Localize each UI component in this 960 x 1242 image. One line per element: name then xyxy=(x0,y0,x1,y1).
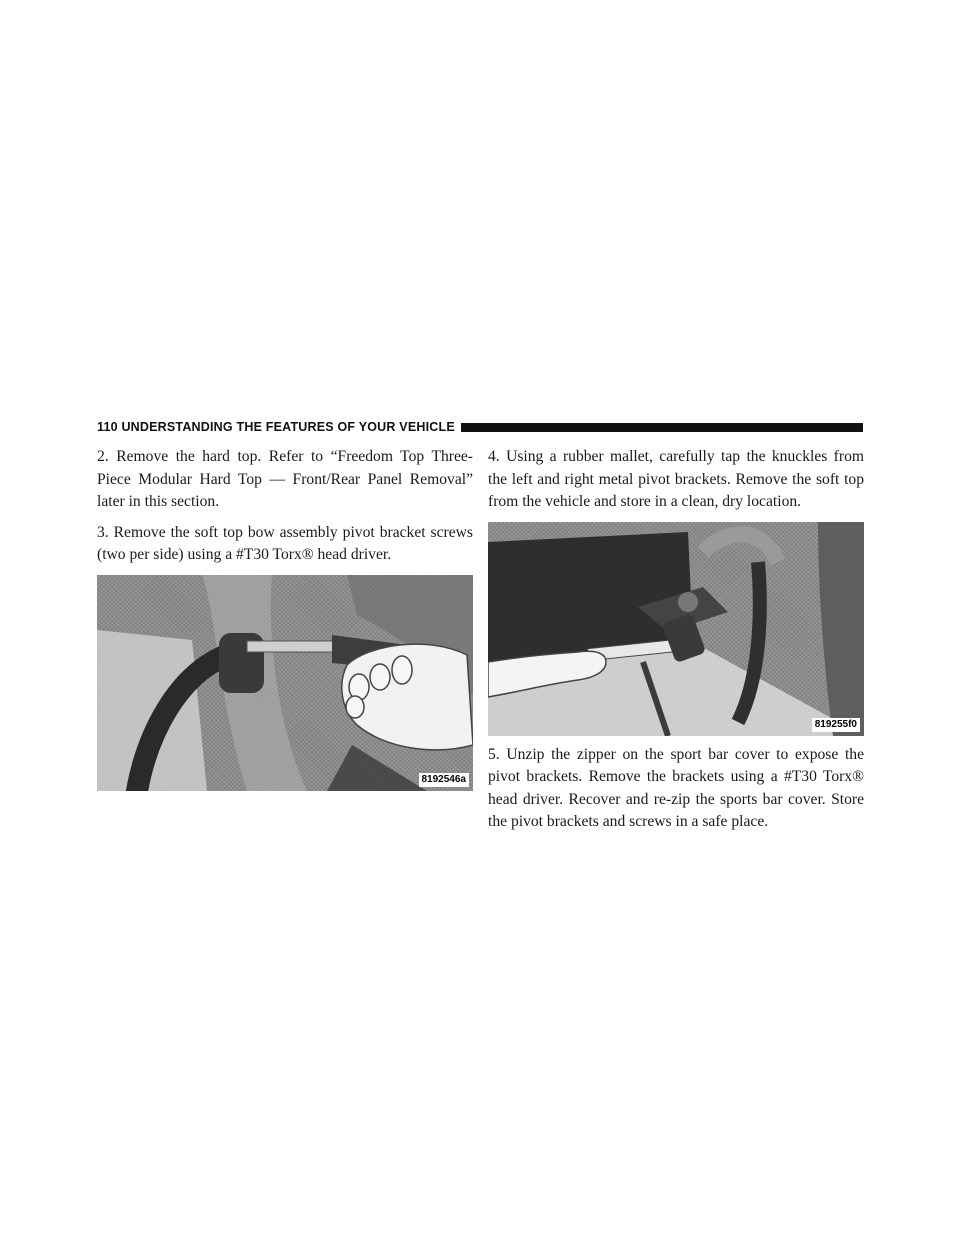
step-4-text: 4. Using a rubber mallet, carefully tap the knuckles from the left and right metal pivot brackets. Remove the soft top from the vehicle and store in a clean, dry location. xyxy=(488,448,864,510)
rubber-mallet-photo xyxy=(488,522,864,736)
torx-driver-photo xyxy=(97,575,473,791)
header-rule xyxy=(461,423,863,432)
step-2-text: 2. Remove the hard top. Refer to “Freedom Top Three-Piece Modular Hard Top — Front/Rear Panel Removal” later in this section. xyxy=(97,448,473,510)
torx-driver-illustration xyxy=(97,575,473,791)
step-3-text: 3. Remove the soft top bow assembly pivot bracket screws (two per side) using a #T30 Torx® head driver. xyxy=(97,523,473,563)
figure-id-label: 8192546a xyxy=(419,773,470,787)
page-header xyxy=(97,418,863,436)
step-5-text: 5. Unzip the zipper on the sport bar cover to expose the pivot brackets. Remove the brackets using a #T30 Torx® head driver. Recover and re-zip the sports bar cover. Store the pivot brackets and screws in a safe place. xyxy=(488,745,864,830)
left-column xyxy=(97,446,473,791)
figure-id-label: 819255f0 xyxy=(812,718,860,732)
page-header-text: 110 UNDERSTANDING THE FEATURES OF YOUR VEHICLE xyxy=(97,420,455,434)
right-column xyxy=(488,446,864,842)
rubber-mallet-illustration xyxy=(488,522,864,736)
